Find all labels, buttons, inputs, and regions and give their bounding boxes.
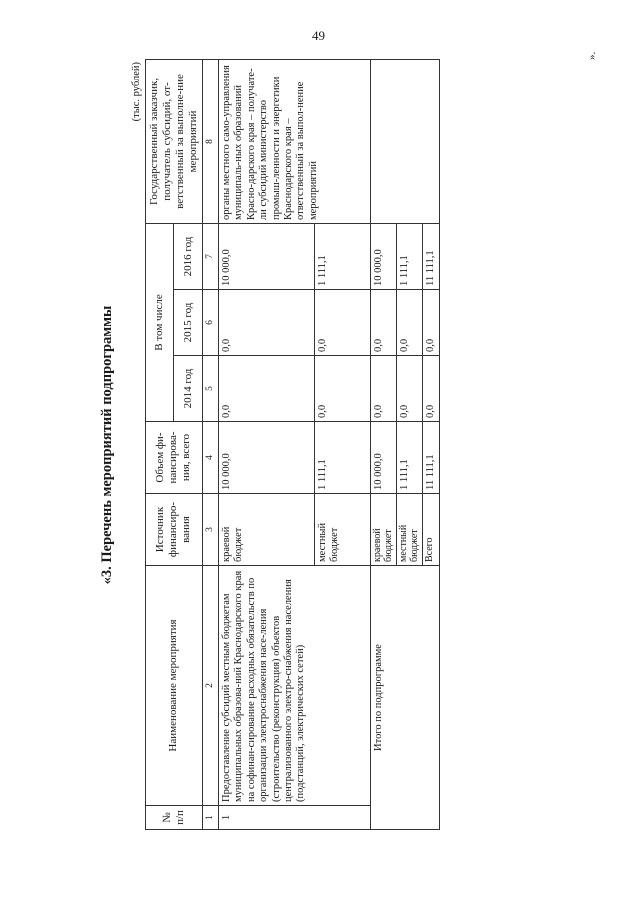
header-num: № п/п bbox=[146, 806, 203, 830]
rotated-content bbox=[95, 60, 495, 830]
totals-source: Всего bbox=[423, 494, 440, 566]
column-numbers-row bbox=[202, 59, 218, 829]
totals-row bbox=[371, 59, 397, 829]
column-number: 1 bbox=[202, 806, 218, 830]
measures-table bbox=[145, 59, 440, 830]
funding-2014: 0,0 bbox=[219, 356, 315, 422]
column-number: 6 bbox=[202, 290, 218, 356]
totals-customer-empty bbox=[371, 59, 440, 223]
funding-volume: 10 000,0 bbox=[219, 422, 315, 494]
totals-2014: 0,0 bbox=[423, 356, 440, 422]
column-number: 7 bbox=[202, 223, 218, 289]
totals-source: местный бюджет bbox=[397, 494, 423, 566]
funding-2016: 10 000,0 bbox=[219, 223, 315, 289]
funding-2014: 0,0 bbox=[315, 356, 371, 422]
row-number: 1 bbox=[219, 806, 371, 830]
totals-2015: 0,0 bbox=[423, 290, 440, 356]
responsible-customer: органы местного само-управления муниципаль-ных образований Красно-дарского края – получате-ли субсидий министерство промыш-ленности и энергетики Краснодарского края – ответственный за выпол-нение мероприятий bbox=[219, 59, 371, 223]
header-2016: 2016 год bbox=[174, 223, 202, 289]
table-row bbox=[219, 59, 315, 829]
totals-source: краевой бюджет bbox=[371, 494, 397, 566]
totals-volume: 10 000,0 bbox=[371, 422, 397, 494]
header-volume: Объем фи-нансирова-ния, всего bbox=[146, 422, 203, 494]
totals-2015: 0,0 bbox=[397, 290, 423, 356]
totals-2014: 0,0 bbox=[371, 356, 397, 422]
funding-2015: 0,0 bbox=[219, 290, 315, 356]
totals-2015: 0,0 bbox=[371, 290, 397, 356]
header-row bbox=[146, 59, 174, 829]
funding-2015: 0,0 bbox=[315, 290, 371, 356]
header-2015: 2015 год bbox=[174, 290, 202, 356]
funding-volume: 1 111,1 bbox=[315, 422, 371, 494]
units-note: (тыс. рублей) bbox=[131, 62, 142, 122]
page-number: 49 bbox=[312, 28, 325, 43]
header-source: Источник финансиро-вания bbox=[146, 494, 203, 566]
closing-quote-mark: ». bbox=[586, 51, 598, 60]
measure-name: Предоставление субсидий местным бюджетам муниципальных образова-ний Краснодарского края на софинан-сирование расходных обязательств по организации электроснабжения насе-ления (строительство (реконструкция) объектов централизованного электро-снабжения населения (подстанций, электрических сетей) bbox=[219, 566, 371, 806]
column-number: 4 bbox=[202, 422, 218, 494]
column-number: 3 bbox=[202, 494, 218, 566]
column-number: 5 bbox=[202, 356, 218, 422]
header-including: В том числе bbox=[146, 223, 174, 421]
column-number: 2 bbox=[202, 566, 218, 806]
funding-2016: 1 111,1 bbox=[315, 223, 371, 289]
column-number: 8 bbox=[202, 59, 218, 223]
section-title: «3. Перечень мероприятий подпрограммы bbox=[99, 305, 115, 585]
totals-2016: 1 111,1 bbox=[397, 223, 423, 289]
totals-volume: 11 111,1 bbox=[423, 422, 440, 494]
header-2014: 2014 год bbox=[174, 356, 202, 422]
totals-volume: 1 111,1 bbox=[397, 422, 423, 494]
totals-2014: 0,0 bbox=[397, 356, 423, 422]
totals-2016: 11 111,1 bbox=[423, 223, 440, 289]
funding-source: краевой бюджет bbox=[219, 494, 315, 566]
totals-label: Итого по подпрограмме bbox=[371, 566, 440, 830]
header-customer: Государственный заказчик, получатель субсидий, от-ветственный за выполне-ние мероприятий bbox=[146, 59, 203, 223]
totals-2016: 10 000,0 bbox=[371, 223, 397, 289]
funding-source: местный бюджет bbox=[315, 494, 371, 566]
header-name: Наименование мероприятия bbox=[146, 566, 203, 806]
